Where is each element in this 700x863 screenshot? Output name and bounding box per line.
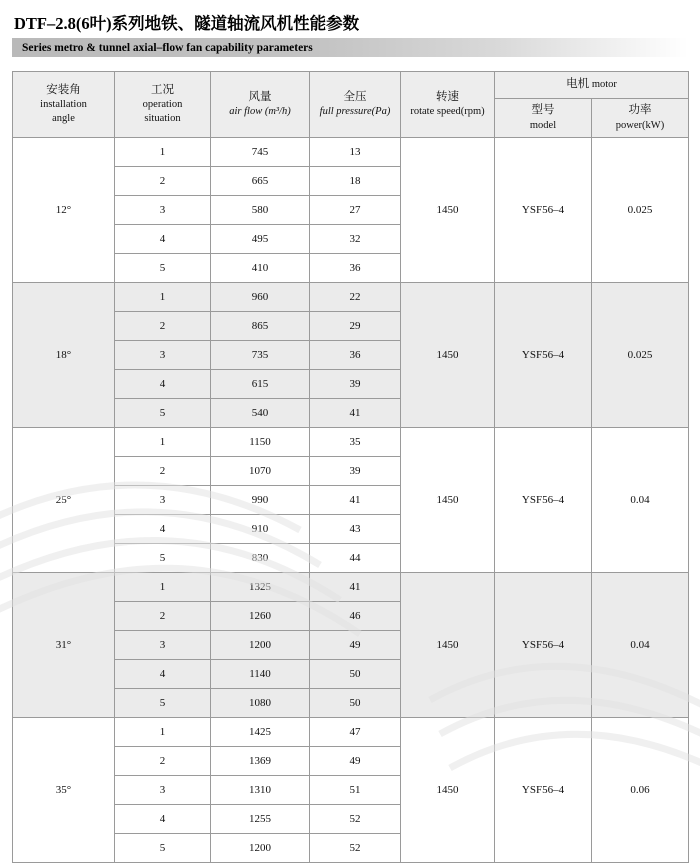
cell-air-flow: 1200 bbox=[211, 631, 310, 660]
cell-full-pressure: 35 bbox=[310, 428, 401, 457]
table-row bbox=[13, 138, 689, 167]
cell-air-flow: 1200 bbox=[211, 834, 310, 863]
cell-rotate-speed: 1450 bbox=[401, 718, 495, 863]
header-row-top bbox=[13, 72, 689, 99]
cell-operation-situation: 4 bbox=[115, 660, 211, 689]
header-motor-model bbox=[495, 99, 592, 138]
header-full-pressure-cn: 全压 bbox=[343, 90, 367, 103]
header-installation-angle-cn: 安装角 bbox=[46, 83, 81, 96]
cell-operation-situation: 5 bbox=[115, 399, 211, 428]
cell-rotate-speed: 1450 bbox=[401, 573, 495, 718]
cell-full-pressure: 32 bbox=[310, 225, 401, 254]
cell-operation-situation: 2 bbox=[115, 167, 211, 196]
table-row bbox=[13, 718, 689, 747]
cell-air-flow: 735 bbox=[211, 341, 310, 370]
cell-installation-angle: 25° bbox=[13, 428, 115, 573]
cell-operation-situation: 4 bbox=[115, 515, 211, 544]
cell-full-pressure: 22 bbox=[310, 283, 401, 312]
cell-operation-situation: 1 bbox=[115, 573, 211, 602]
cell-full-pressure: 18 bbox=[310, 167, 401, 196]
cell-air-flow: 410 bbox=[211, 254, 310, 283]
table-row bbox=[13, 573, 689, 602]
subtitle-bar bbox=[12, 38, 688, 57]
cell-operation-situation: 1 bbox=[115, 138, 211, 167]
cell-operation-situation: 3 bbox=[115, 486, 211, 515]
cell-air-flow: 665 bbox=[211, 167, 310, 196]
header-operation-situation-en2: situation bbox=[144, 113, 181, 125]
header-motor-power-en: power(kW) bbox=[615, 119, 665, 131]
cell-operation-situation: 5 bbox=[115, 834, 211, 863]
cell-full-pressure: 49 bbox=[310, 631, 401, 660]
header-motor bbox=[495, 72, 689, 99]
cell-air-flow: 580 bbox=[211, 196, 310, 225]
cell-air-flow: 1310 bbox=[211, 776, 310, 805]
header-rotate-speed-en: rotate speed(rpm) bbox=[410, 106, 485, 118]
cell-operation-situation: 1 bbox=[115, 283, 211, 312]
header-installation-angle bbox=[13, 72, 115, 138]
header-rotate-speed bbox=[401, 72, 495, 138]
header-motor-power-cn: 功率 bbox=[628, 104, 652, 117]
cell-operation-situation: 3 bbox=[115, 196, 211, 225]
cell-rotate-speed: 1450 bbox=[401, 428, 495, 573]
cell-full-pressure: 50 bbox=[310, 689, 401, 718]
cell-air-flow: 910 bbox=[211, 515, 310, 544]
cell-full-pressure: 27 bbox=[310, 196, 401, 225]
header-installation-angle-en2: angle bbox=[52, 113, 75, 125]
header-motor-en: motor bbox=[591, 79, 617, 91]
cell-operation-situation: 5 bbox=[115, 254, 211, 283]
cell-motor-power: 0.06 bbox=[592, 718, 689, 863]
header-motor-model-cn: 型号 bbox=[531, 104, 555, 117]
table-header bbox=[13, 72, 689, 138]
cell-operation-situation: 3 bbox=[115, 631, 211, 660]
cell-air-flow: 1325 bbox=[211, 573, 310, 602]
header-motor-power bbox=[592, 99, 689, 138]
header-operation-situation bbox=[115, 72, 211, 138]
header-full-pressure bbox=[310, 72, 401, 138]
header-motor-model-en: model bbox=[529, 119, 557, 131]
cell-motor-model: YSF56–4 bbox=[495, 718, 592, 863]
cell-motor-power: 0.04 bbox=[592, 573, 689, 718]
cell-full-pressure: 36 bbox=[310, 341, 401, 370]
cell-air-flow: 615 bbox=[211, 370, 310, 399]
header-air-flow-en: air flow (m³/h) bbox=[229, 106, 291, 118]
cell-air-flow: 960 bbox=[211, 283, 310, 312]
cell-full-pressure: 41 bbox=[310, 486, 401, 515]
cell-air-flow: 865 bbox=[211, 312, 310, 341]
cell-full-pressure: 29 bbox=[310, 312, 401, 341]
cell-full-pressure: 39 bbox=[310, 457, 401, 486]
cell-operation-situation: 5 bbox=[115, 544, 211, 573]
cell-operation-situation: 4 bbox=[115, 370, 211, 399]
header-full-pressure-en: full pressure(Pa) bbox=[319, 106, 391, 118]
cell-air-flow: 1150 bbox=[211, 428, 310, 457]
cell-installation-angle: 12° bbox=[13, 138, 115, 283]
cell-air-flow: 540 bbox=[211, 399, 310, 428]
cell-full-pressure: 13 bbox=[310, 138, 401, 167]
cell-operation-situation: 1 bbox=[115, 718, 211, 747]
fan-parameters-table bbox=[12, 71, 689, 863]
cell-full-pressure: 52 bbox=[310, 805, 401, 834]
cell-full-pressure: 44 bbox=[310, 544, 401, 573]
header-air-flow bbox=[211, 72, 310, 138]
cell-operation-situation: 1 bbox=[115, 428, 211, 457]
header-installation-angle-en: installation bbox=[40, 99, 87, 111]
header-motor-cn: 电机 bbox=[566, 78, 590, 91]
cell-air-flow: 745 bbox=[211, 138, 310, 167]
cell-full-pressure: 46 bbox=[310, 602, 401, 631]
cell-installation-angle: 18° bbox=[13, 283, 115, 428]
cell-operation-situation: 2 bbox=[115, 312, 211, 341]
cell-operation-situation: 4 bbox=[115, 805, 211, 834]
cell-motor-model: YSF56–4 bbox=[495, 573, 592, 718]
cell-rotate-speed: 1450 bbox=[401, 138, 495, 283]
cell-full-pressure: 39 bbox=[310, 370, 401, 399]
cell-full-pressure: 47 bbox=[310, 718, 401, 747]
cell-motor-model: YSF56–4 bbox=[495, 138, 592, 283]
cell-operation-situation: 3 bbox=[115, 341, 211, 370]
cell-operation-situation: 5 bbox=[115, 689, 211, 718]
cell-air-flow: 1080 bbox=[211, 689, 310, 718]
header-operation-situation-cn: 工况 bbox=[151, 83, 174, 96]
cell-air-flow: 1369 bbox=[211, 747, 310, 776]
cell-air-flow: 990 bbox=[211, 486, 310, 515]
cell-motor-power: 0.025 bbox=[592, 138, 689, 283]
cell-motor-model: YSF56–4 bbox=[495, 283, 592, 428]
cell-full-pressure: 52 bbox=[310, 834, 401, 863]
table-row bbox=[13, 428, 689, 457]
cell-air-flow: 1140 bbox=[211, 660, 310, 689]
cell-motor-power: 0.025 bbox=[592, 283, 689, 428]
cell-full-pressure: 41 bbox=[310, 573, 401, 602]
cell-full-pressure: 36 bbox=[310, 254, 401, 283]
cell-air-flow: 495 bbox=[211, 225, 310, 254]
cell-operation-situation: 2 bbox=[115, 602, 211, 631]
table-row bbox=[13, 283, 689, 312]
page-title: DTF–2.8(6叶)系列地铁、隧道轴流风机性能参数 bbox=[14, 14, 360, 33]
cell-air-flow: 1255 bbox=[211, 805, 310, 834]
header-air-flow-cn: 风量 bbox=[248, 90, 272, 103]
cell-motor-model: YSF56–4 bbox=[495, 428, 592, 573]
cell-air-flow: 1070 bbox=[211, 457, 310, 486]
cell-rotate-speed: 1450 bbox=[401, 283, 495, 428]
cell-full-pressure: 51 bbox=[310, 776, 401, 805]
cell-air-flow: 830 bbox=[211, 544, 310, 573]
header-operation-situation-en: operation bbox=[142, 99, 183, 111]
cell-motor-power: 0.04 bbox=[592, 428, 689, 573]
cell-air-flow: 1425 bbox=[211, 718, 310, 747]
table-body bbox=[13, 138, 689, 863]
subtitle-text: Series metro & tunnel axial–flow fan capability parameters bbox=[22, 41, 313, 54]
cell-operation-situation: 3 bbox=[115, 776, 211, 805]
cell-installation-angle: 35° bbox=[13, 718, 115, 863]
header-rotate-speed-cn: 转速 bbox=[436, 90, 459, 103]
cell-full-pressure: 49 bbox=[310, 747, 401, 776]
cell-operation-situation: 2 bbox=[115, 457, 211, 486]
cell-air-flow: 1260 bbox=[211, 602, 310, 631]
cell-operation-situation: 2 bbox=[115, 747, 211, 776]
cell-installation-angle: 31° bbox=[13, 573, 115, 718]
cell-full-pressure: 41 bbox=[310, 399, 401, 428]
cell-full-pressure: 43 bbox=[310, 515, 401, 544]
cell-full-pressure: 50 bbox=[310, 660, 401, 689]
cell-operation-situation: 4 bbox=[115, 225, 211, 254]
